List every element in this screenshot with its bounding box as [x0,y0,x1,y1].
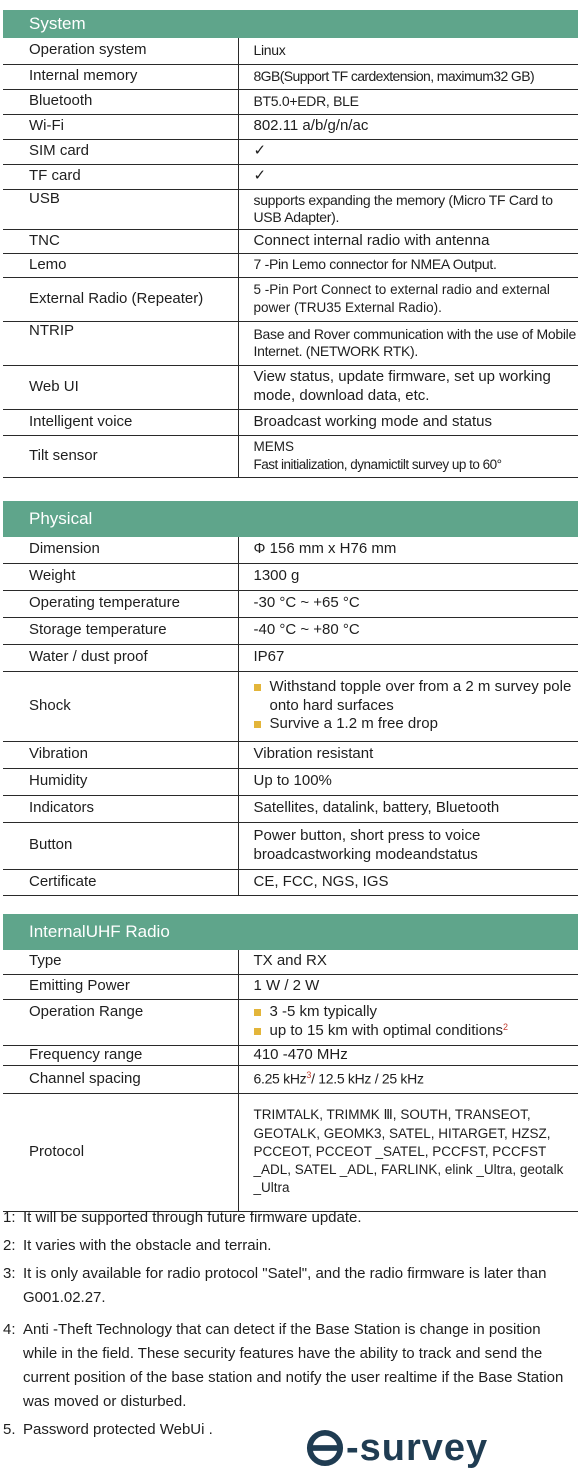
spec-value: -40 °C ~ +80 °C [238,617,578,644]
spec-value: 1300 g [238,563,578,590]
spec-value: 802.11 a/b/g/n/ac [238,114,578,139]
footnote-text: It will be supported through future firmware update. [23,1209,362,1226]
table-row [3,768,578,795]
footnotes [3,1206,578,1442]
table-row [3,435,578,477]
table-row [3,974,578,999]
footnote-number: 5. [3,1421,16,1438]
spec-key: Button [3,822,238,869]
spec-key: SIM card [3,139,238,164]
spec-value-part: 6.25 kHz [253,1070,307,1087]
bullet-square-icon [254,1028,261,1035]
spec-key: Shock [3,671,238,741]
footnote-text: It varies with the obstacle and terrain. [23,1237,272,1254]
spec-key: Operating temperature [3,590,238,617]
table-row [3,869,578,895]
footnote-marker: 2 [502,1022,508,1032]
footnote-number: 3: [3,1265,16,1282]
spec-value: 410 -470 MHz [238,1045,578,1065]
bullet-square-icon [254,684,261,691]
spec-key: Wi-Fi [3,114,238,139]
spec-key: Vibration [3,741,238,768]
system-table [3,38,578,478]
spec-key: Dimension [3,537,238,563]
list-item [254,1022,579,1041]
spec-value: 5 -Pin Port Connect to external radio and external power (TRU35 External Radio). [238,277,578,321]
physical-header [3,501,578,537]
table-row [3,114,578,139]
footnote-number: 2: [3,1237,16,1254]
table-row [3,741,578,768]
spec-key: Bluetooth [3,89,238,114]
bullet-square-icon [254,721,261,728]
table-row [3,1065,578,1093]
footnote-text: It is only available for radio protocol "Satel", and the radio firmware is later than G001.02.27. [23,1265,547,1306]
table-row [3,950,578,974]
footnote-number: 1: [3,1209,16,1226]
spec-value: -30 °C ~ +65 °C [238,590,578,617]
spec-value [238,435,578,477]
spec-value: Vibration resistant [238,741,578,768]
spec-value: Φ 156 mm x H76 mm [238,537,578,563]
e-survey-logo-icon [306,1429,344,1467]
spec-key: Tilt sensor [3,435,238,477]
spec-key: Channel spacing [3,1065,238,1093]
spec-key: Water / dust proof [3,644,238,671]
check-mark-icon: ✓ [238,164,578,189]
table-row [3,277,578,321]
footnote [3,1318,578,1414]
spec-value [238,999,578,1045]
footnote-marker: 3 [306,1069,312,1080]
spec-key: TNC [3,229,238,253]
system-header [3,10,578,38]
footnote-text: Password protected WebUi . [23,1421,213,1438]
spec-value: Power button, short press to voice broadcastworking modeandstatus [238,822,578,869]
table-row [3,139,578,164]
spec-value-line: Fast initialization, dynamictilt survey up to 60° [253,457,502,472]
spec-value: IP67 [238,644,578,671]
list-item [254,1003,579,1022]
radio-table [3,950,578,1212]
spec-value-line: MEMS [253,439,294,455]
spec-key: Certificate [3,869,238,895]
table-row [3,822,578,869]
table-row [3,38,578,64]
spec-key: Lemo [3,253,238,277]
spec-key: Humidity [3,768,238,795]
spec-value: Base and Rover communication with the use of Mobile Internet. (NETWORK RTK). [238,321,578,365]
spec-value [238,671,578,741]
table-row [3,321,578,365]
footnote-number: 4: [3,1321,16,1338]
spec-value: supports expanding the memory (Micro TF Card to USB Adapter). [238,189,578,229]
spec-value: Satellites, datalink, battery, Bluetooth [238,795,578,822]
spec-key: Storage temperature [3,617,238,644]
logo-text: -survey [346,1427,489,1469]
table-row [3,64,578,89]
spec-key: Frequency range [3,1045,238,1065]
system-section [3,10,578,478]
bullet-text: Withstand topple over from a 2 m survey pole onto hard surfaces [269,677,572,714]
bullet-square-icon [254,1009,261,1016]
spec-key: NTRIP [3,321,238,365]
spec-value: 1 W / 2 W [238,974,578,999]
spec-key: Weight [3,563,238,590]
table-row [3,229,578,253]
spec-key: Protocol [3,1093,238,1211]
spec-value: CE, FCC, NGS, IGS [238,869,578,895]
table-row [3,365,578,409]
footnote [3,1234,578,1258]
spec-value-part: / 12.5 kHz / 25 kHz [311,1070,424,1087]
table-row [3,671,578,741]
table-row [3,253,578,277]
physical-section [3,501,578,896]
spec-key: USB [3,189,238,229]
footnote [3,1206,578,1230]
spec-value: 8GB(Support TF cardextension, maximum32 GB) [238,64,578,89]
list-item [254,678,579,716]
spec-value: Linux [238,38,578,64]
spec-value: 7 -Pin Lemo connector for NMEA Output. [238,253,578,277]
radio-section [3,914,578,1212]
footnote [3,1262,578,1310]
spec-value: View status, update firmware, set up working mode, download data, etc. [238,365,578,409]
brand-logo [306,1426,546,1470]
table-row [3,537,578,563]
spec-key: Operation Range [3,999,238,1045]
table-row [3,409,578,435]
spec-key: Indicators [3,795,238,822]
spec-value: Broadcast working mode and status [238,409,578,435]
table-row [3,617,578,644]
bullet-text: up to 15 km with optimal conditions [269,1022,503,1039]
table-row [3,89,578,114]
bullet-text: Survive a 1.2 m free drop [269,715,438,733]
list-item [254,715,579,734]
table-row [3,1045,578,1065]
spec-key: Operation system [3,38,238,64]
physical-table [3,537,578,896]
table-row [3,644,578,671]
check-mark-icon: ✓ [238,139,578,164]
table-row [3,189,578,229]
table-row [3,999,578,1045]
spec-key: Intelligent voice [3,409,238,435]
table-row [3,795,578,822]
spec-value: TX and RX [238,950,578,974]
spec-value: Connect internal radio with antenna [238,229,578,253]
footnote-text: Anti -Theft Technology that can detect if the Base Station is change in position while in the field. These security features have the ability to track and send the current position of the base station and notify the user realtime if the Base Station was moved or disturbed. [23,1321,564,1410]
table-row [3,563,578,590]
spec-value [238,1065,578,1093]
spec-value: Up to 100% [238,768,578,795]
table-row [3,164,578,189]
spec-key: External Radio (Repeater) [3,277,238,321]
spec-key: Type [3,950,238,974]
radio-header [3,914,578,950]
spec-key: Web UI [3,365,238,409]
spec-value: TRIMTALK, TRIMMK Ⅲ, SOUTH, TRANSEOT, GEOTALK, GEOMK3, SATEL, HITARGET, HZSZ, PCCEOT, PCCEOT _SATEL, PCCFST, PCCFST _ADL, SATEL _ADL, FARLINK, elink _Ultra, geotalk _Ultra [238,1093,578,1211]
bullet-text: 3 -5 km typically [269,1003,378,1021]
spec-key: Emitting Power [3,974,238,999]
table-row [3,1093,578,1211]
spec-key: Internal memory [3,64,238,89]
spec-value: BT5.0+EDR, BLE [238,89,578,114]
system-title: System [29,14,86,33]
physical-title: Physical [29,509,93,528]
table-row [3,590,578,617]
spec-key: TF card [3,164,238,189]
radio-title: InternalUHF Radio [29,922,170,941]
